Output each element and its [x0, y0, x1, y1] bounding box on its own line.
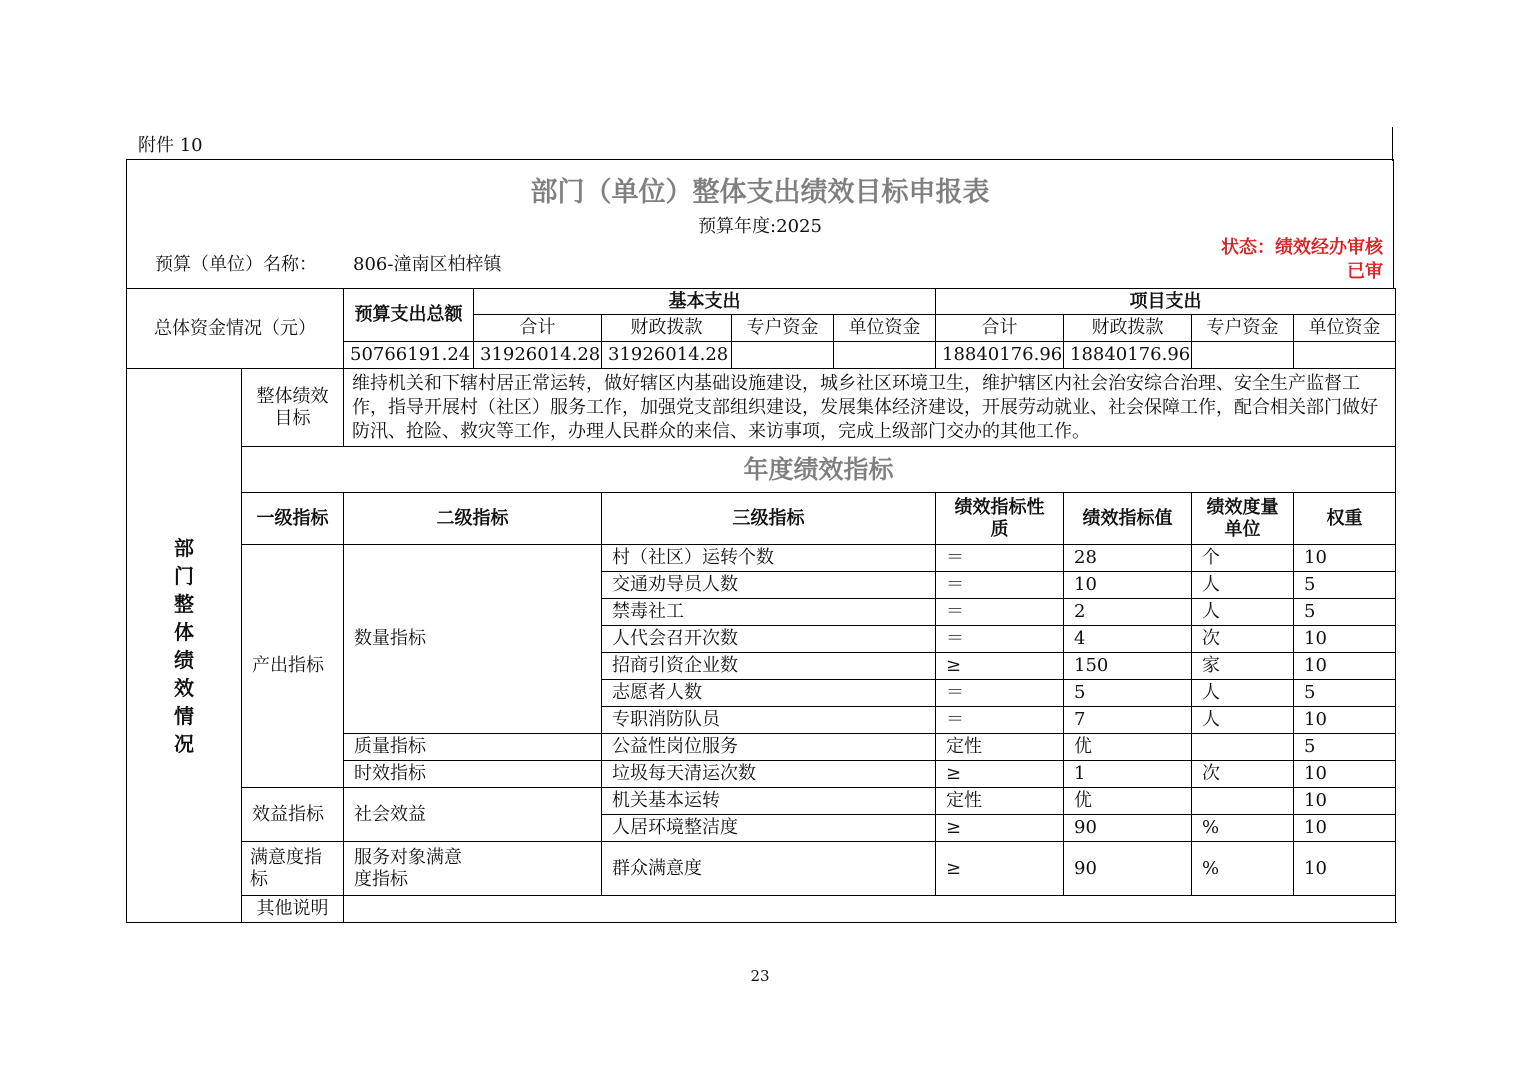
- status-line-1: 状态：绩效经办审核: [1221, 237, 1383, 258]
- indicator-nature: ≥: [936, 815, 1064, 842]
- basic-total-value: 31926014.28: [474, 342, 602, 369]
- status-line-2: 已审: [1347, 261, 1383, 282]
- funds-row-label: 总体资金情况（元）: [127, 289, 344, 369]
- project-total-value: 18840176.96: [936, 342, 1064, 369]
- indicator-nature: ＝: [936, 707, 1064, 734]
- section-char: 况: [174, 731, 194, 756]
- indicator-value: 90: [1064, 815, 1192, 842]
- indicator-unit: 人: [1192, 572, 1294, 599]
- indicator-weight: 5: [1294, 599, 1396, 626]
- indicator-unit: [1192, 788, 1294, 815]
- indicator-name: 村（社区）运转个数: [602, 545, 936, 572]
- indicator-unit: 次: [1192, 761, 1294, 788]
- level1-benefit: 效益指标: [242, 788, 344, 842]
- basic-fiscal-value: 31926014.28: [602, 342, 732, 369]
- indicator-header-level2: 二级指标: [344, 493, 602, 545]
- indicator-value: 优: [1064, 734, 1192, 761]
- indicator-weight: 10: [1294, 626, 1396, 653]
- indicator-nature: ＝: [936, 626, 1064, 653]
- indicator-name: 垃圾每天清运次数: [602, 761, 936, 788]
- indicator-unit: 人: [1192, 599, 1294, 626]
- page-number: 23: [750, 967, 770, 985]
- indicator-weight: 10: [1294, 788, 1396, 815]
- level2-quantity: 数量指标: [344, 545, 602, 734]
- overall-goal-label: 整体绩效目标: [242, 369, 344, 447]
- indicator-nature: 定性: [936, 734, 1064, 761]
- indicator-value: 优: [1064, 788, 1192, 815]
- unit-name-value: 806-潼南区柏梓镇: [353, 254, 502, 275]
- indicator-name: 专职消防队员: [602, 707, 936, 734]
- level2-service-satisfaction-text: 服务对象满意度指标: [354, 846, 462, 890]
- report-title: 部门（单位）整体支出绩效目标申报表: [530, 177, 990, 208]
- indicator-weight: 5: [1294, 734, 1396, 761]
- indicator-weight: 10: [1294, 653, 1396, 680]
- indicator-unit: 人: [1192, 707, 1294, 734]
- indicator-name: 禁毒社工: [602, 599, 936, 626]
- indicator-weight: 10: [1294, 842, 1396, 896]
- sub-header: 专户资金: [732, 315, 834, 342]
- indicator-nature: ＝: [936, 572, 1064, 599]
- indicator-name: 人代会召开次数: [602, 626, 936, 653]
- indicator-unit: 家: [1192, 653, 1294, 680]
- annual-indicators-title: 年度绩效指标: [242, 447, 1396, 493]
- project-expense-header: 项目支出: [936, 289, 1396, 315]
- level2-social-benefit: 社会效益: [344, 788, 602, 842]
- sub-header: 单位资金: [1294, 315, 1396, 342]
- indicator-value: 10: [1064, 572, 1192, 599]
- overall-goal-text: 维持机关和下辖村居正常运转，做好辖区内基础设施建设，城乡社区环境卫生，维护辖区内社会治安综合治理、安全生产监督工作，指导开展村（社区）服务工作，加强党支部组织建设，发展集体经济建设，开展劳动就业、社会保障工作，配合相关部门做好防汛、抢险、救灾等工作，办理人民群众的来信、来访事项，完成上级部门交办的其他工作。: [344, 369, 1396, 447]
- indicator-value: 2: [1064, 599, 1192, 626]
- indicator-value: 90: [1064, 842, 1192, 896]
- level2-timeliness: 时效指标: [344, 761, 602, 788]
- project-fiscal-value: 18840176.96: [1064, 342, 1192, 369]
- top-border-line: [1392, 127, 1393, 161]
- project-special-value: [1192, 342, 1294, 369]
- sub-header: 专户资金: [1192, 315, 1294, 342]
- indicator-weight: 5: [1294, 680, 1396, 707]
- section-char: 体: [174, 619, 194, 644]
- indicator-nature: ＝: [936, 545, 1064, 572]
- sub-header: 合计: [474, 315, 602, 342]
- project-unit-value: [1294, 342, 1396, 369]
- indicator-name: 群众满意度: [602, 842, 936, 896]
- indicator-weight: 10: [1294, 815, 1396, 842]
- level1-output: 产出指标: [242, 545, 344, 788]
- indicator-nature: ＝: [936, 680, 1064, 707]
- indicator-name: 招商引资企业数: [602, 653, 936, 680]
- section-char: 效: [174, 675, 194, 700]
- section-char: 部: [174, 535, 194, 560]
- level1-satisfaction: 满意度指标: [242, 842, 344, 896]
- indicator-unit: [1192, 734, 1294, 761]
- indicator-header-level3: 三级指标: [602, 493, 936, 545]
- level2-service-satisfaction: [344, 842, 602, 896]
- indicator-name: 交通劝导员人数: [602, 572, 936, 599]
- indicator-header-weight: 权重: [1294, 493, 1396, 545]
- indicator-value: 150: [1064, 653, 1192, 680]
- section-char: 门: [174, 563, 194, 588]
- other-notes-value: [344, 896, 1396, 923]
- indicator-unit: 个: [1192, 545, 1294, 572]
- indicator-nature: ≥: [936, 842, 1064, 896]
- sub-header: 单位资金: [834, 315, 936, 342]
- basic-unit-value: [834, 342, 936, 369]
- level2-quality: 质量指标: [344, 734, 602, 761]
- indicator-nature: ≥: [936, 653, 1064, 680]
- status-badge: [1221, 236, 1383, 284]
- indicator-unit: %: [1192, 842, 1294, 896]
- indicator-header-unit: 绩效度量单位: [1192, 493, 1294, 545]
- indicator-name: 志愿者人数: [602, 680, 936, 707]
- indicator-header-nature: 绩效指标性质: [936, 493, 1064, 545]
- total-budget-value: 50766191.24: [344, 342, 474, 369]
- indicator-nature: ≥: [936, 761, 1064, 788]
- budget-year: 预算年度:2025: [698, 216, 822, 237]
- performance-table: [126, 288, 1396, 923]
- indicator-value: 4: [1064, 626, 1192, 653]
- sub-header: 财政拨款: [602, 315, 732, 342]
- section-char: 情: [174, 703, 194, 728]
- indicator-header-level1: 一级指标: [242, 493, 344, 545]
- indicator-name: 人居环境整洁度: [602, 815, 936, 842]
- other-notes-label: 其他说明: [242, 896, 344, 923]
- indicator-unit: %: [1192, 815, 1294, 842]
- section-char: 绩: [174, 647, 194, 672]
- sub-header: 财政拨款: [1064, 315, 1192, 342]
- indicator-weight: 10: [1294, 707, 1396, 734]
- indicator-value: 7: [1064, 707, 1192, 734]
- indicator-unit: 次: [1192, 626, 1294, 653]
- indicator-weight: 10: [1294, 545, 1396, 572]
- indicator-weight: 10: [1294, 761, 1396, 788]
- unit-name-label: 预算（单位）名称：: [155, 254, 317, 275]
- section-label: [127, 369, 242, 923]
- indicator-value: 5: [1064, 680, 1192, 707]
- indicator-nature: ＝: [936, 599, 1064, 626]
- indicator-name: 公益性岗位服务: [602, 734, 936, 761]
- section-char: 整: [174, 591, 194, 616]
- indicator-value: 1: [1064, 761, 1192, 788]
- indicator-nature: 定性: [936, 788, 1064, 815]
- basic-expense-header: 基本支出: [474, 289, 936, 315]
- indicator-unit: 人: [1192, 680, 1294, 707]
- sub-header: 合计: [936, 315, 1064, 342]
- indicator-header-value: 绩效指标值: [1064, 493, 1192, 545]
- basic-special-value: [732, 342, 834, 369]
- report-header: [126, 159, 1394, 289]
- attachment-label: 附件 10: [138, 135, 203, 156]
- indicator-value: 28: [1064, 545, 1192, 572]
- total-budget-header: 预算支出总额: [344, 289, 474, 342]
- indicator-weight: 5: [1294, 572, 1396, 599]
- indicator-name: 机关基本运转: [602, 788, 936, 815]
